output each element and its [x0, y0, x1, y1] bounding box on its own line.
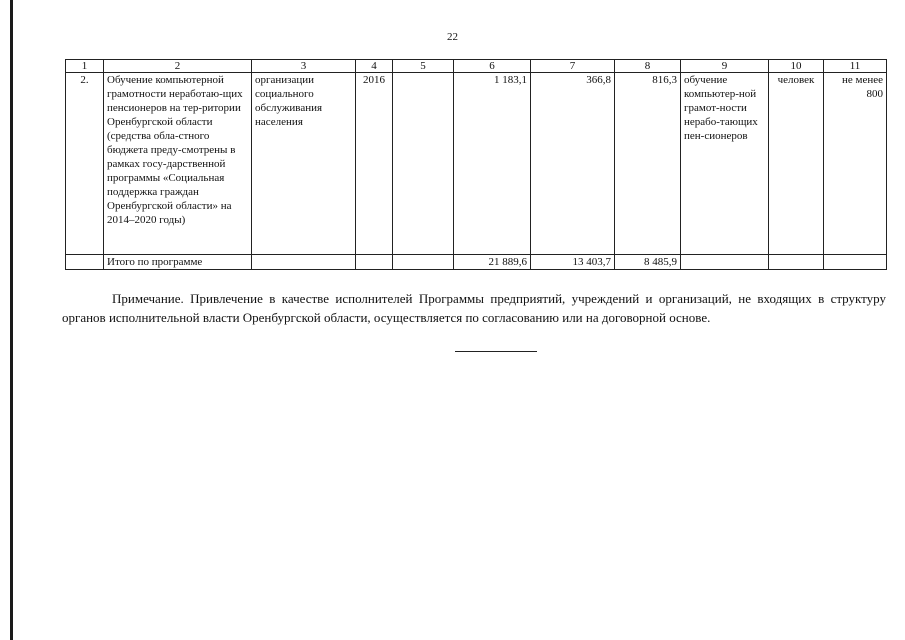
column-header: 11: [824, 60, 887, 73]
total-col-8: 8 485,9: [615, 255, 681, 270]
total-row: [66, 255, 887, 270]
total-label: Итого по программе: [104, 255, 252, 270]
empty-cell: [356, 255, 393, 270]
total-col-6: 21 889,6: [454, 255, 531, 270]
program-table: [65, 59, 887, 270]
unit: человек: [769, 73, 824, 255]
column-5-cell: [393, 73, 454, 255]
funding-regional: 366,8: [531, 73, 615, 255]
table-row: [66, 73, 887, 255]
empty-cell: [824, 255, 887, 270]
funding-total: 1 183,1: [454, 73, 531, 255]
empty-cell: [252, 255, 356, 270]
column-header: 5: [393, 60, 454, 73]
column-header: 7: [531, 60, 615, 73]
column-header: 2: [104, 60, 252, 73]
column-header: 9: [681, 60, 769, 73]
empty-cell: [769, 255, 824, 270]
funding-other: 816,3: [615, 73, 681, 255]
indicator: обучение компьютер-ной грамот-ности нерабо-тающих пен-сионеров: [681, 73, 769, 255]
column-header: 1: [66, 60, 104, 73]
empty-cell: [393, 255, 454, 270]
page-number: 22: [447, 31, 458, 43]
target-value: не менее 800: [824, 73, 887, 255]
note-text: Примечание. Привлечение в качестве исполнителей Программы предприятий, учреждений и организаций, не входящих в структуру органов исполнительной власти Оренбургской области, осуществляется по согласованию или на договорной основе.: [62, 291, 886, 325]
row-number: 2.: [66, 73, 104, 255]
empty-cell: [66, 255, 104, 270]
measure-name: Обучение компьютерной грамотности неработаю-щих пенсионеров на тер-ритории Оренбургской области (средства обла-стного бюджета преду-смотрены в рамках госу-дарственной программы «Социальная поддержка граждан Оренбургской области» на 2014–2020 годы): [104, 73, 252, 255]
empty-cell: [681, 255, 769, 270]
year: 2016: [356, 73, 393, 255]
executor: организации социального обслуживания населения: [252, 73, 356, 255]
page-edge-bar: [10, 0, 13, 640]
table-header-row: [66, 60, 887, 73]
end-rule: [455, 351, 537, 352]
total-col-7: 13 403,7: [531, 255, 615, 270]
column-header: 10: [769, 60, 824, 73]
note-block: [62, 289, 886, 327]
column-header: 3: [252, 60, 356, 73]
column-header: 6: [454, 60, 531, 73]
column-header: 4: [356, 60, 393, 73]
column-header: 8: [615, 60, 681, 73]
